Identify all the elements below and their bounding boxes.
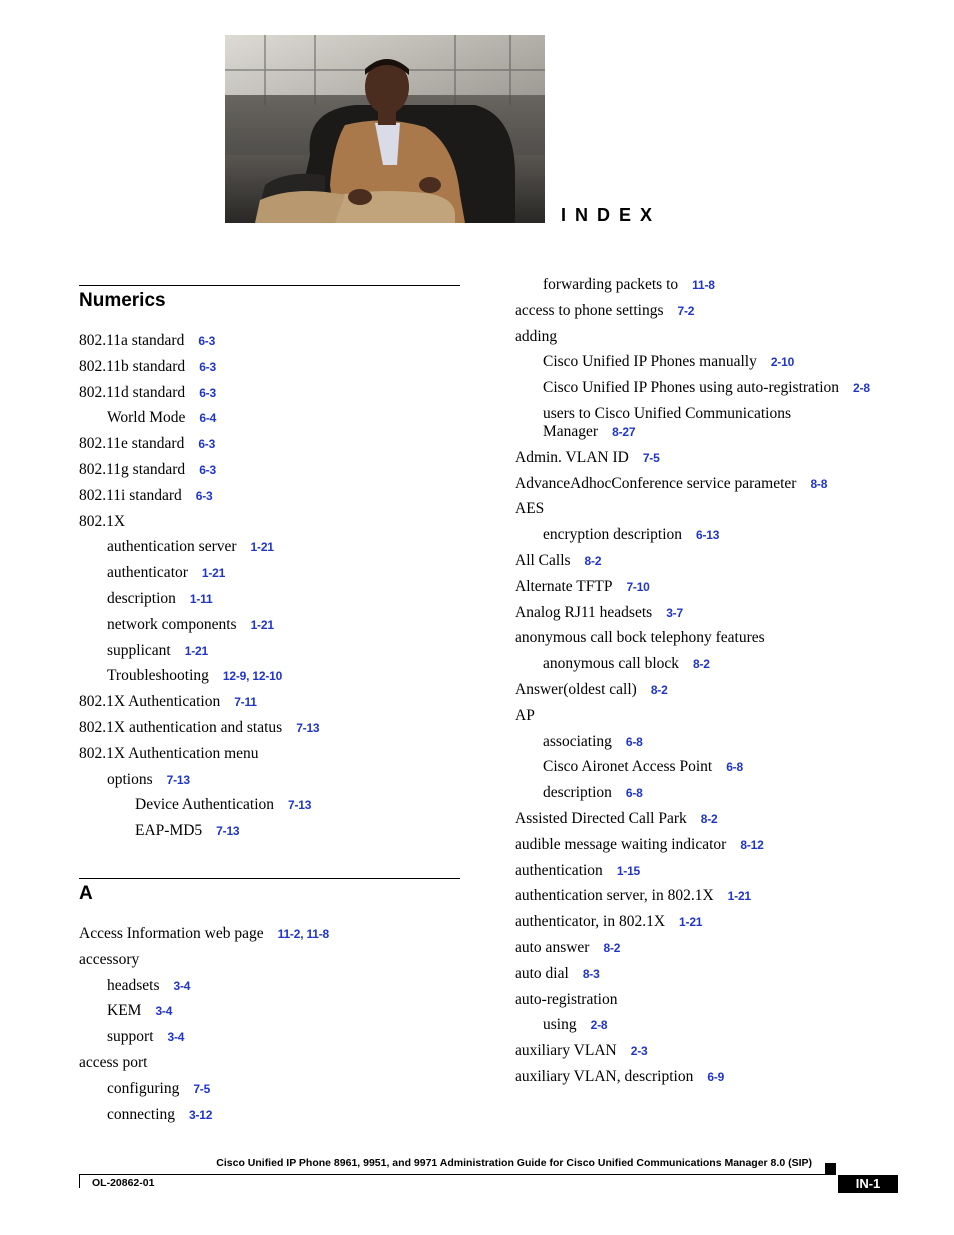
index-entry: [515, 379, 915, 397]
index-entry-term: auxiliary VLAN, description: [515, 1067, 694, 1085]
page-reference-link[interactable]: 1-21: [250, 540, 274, 555]
index-title: INDEX: [561, 205, 662, 225]
page-reference-link[interactable]: 6-13: [696, 528, 720, 543]
index-entry-term: description: [107, 589, 176, 607]
index-entry: [515, 302, 915, 320]
index-entry-term: AES: [515, 500, 545, 518]
page-reference-link[interactable]: 7-13: [296, 720, 320, 735]
page-reference-link[interactable]: 6-3: [199, 462, 216, 477]
index-entry-term: Answer(oldest call): [515, 680, 637, 698]
index-entry: [515, 991, 915, 1009]
index-entry-term: configuring: [107, 1079, 180, 1097]
page-reference-link[interactable]: 6-3: [195, 488, 213, 503]
index-entry: [79, 332, 461, 350]
index-entry-term: associating: [543, 732, 612, 750]
index-entry-term: anonymous call bock telephony features: [515, 629, 765, 647]
page-reference-link[interactable]: 3-4: [167, 1030, 185, 1045]
page-reference-link[interactable]: 6-8: [625, 786, 643, 801]
index-entry-term-continued: Manager: [543, 422, 599, 440]
page-reference-link[interactable]: 6-3: [198, 437, 216, 452]
index-entry-term: support: [107, 1028, 154, 1046]
index-entry-term: encryption description: [543, 526, 683, 544]
index-entry: [79, 745, 461, 763]
index-entry: [515, 913, 915, 931]
index-entry: [515, 276, 915, 294]
page-reference-link[interactable]: 1-21: [184, 643, 208, 658]
index-entry: [79, 1002, 461, 1020]
index-entry: [515, 733, 915, 751]
index-entry: [79, 487, 461, 505]
index-entry-term: 802.1X Authentication menu: [79, 744, 259, 762]
footer-guide-title: Cisco Unified IP Phone 8961, 9951, and 9971 Administration Guide for Cisco Unified Communications Manager 8.0 (SIP): [216, 1157, 812, 1169]
page-reference-link[interactable]: 8-2: [700, 811, 718, 826]
page-reference-link[interactable]: 6-8: [726, 760, 743, 775]
heading-spacer: [79, 907, 461, 925]
index-right-column: [515, 276, 915, 1094]
index-entry: [79, 435, 461, 453]
index-entry-term: connecting: [107, 1105, 176, 1123]
index-entry: [515, 526, 915, 544]
index-entry: [515, 328, 915, 346]
page-reference-link[interactable]: 6-8: [625, 734, 643, 749]
index-entry: [79, 1080, 461, 1098]
header-photo: [225, 35, 545, 223]
page-reference-link[interactable]: 7-11: [234, 695, 257, 710]
index-entry-term: 802.11i standard: [79, 486, 182, 504]
page-reference-link[interactable]: 3-4: [155, 1004, 173, 1019]
page-reference-link[interactable]: 1-21: [201, 566, 226, 581]
page-reference-link[interactable]: 1-15: [616, 863, 641, 878]
page-reference-link[interactable]: 8-2: [603, 940, 621, 955]
page-reference-link[interactable]: 3-4: [173, 978, 191, 993]
index-entry-term: auto answer: [515, 938, 590, 956]
page-reference-link[interactable]: 8-8: [810, 476, 828, 491]
section-heading: Numerics: [79, 290, 166, 311]
page-reference-link[interactable]: 6-3: [199, 359, 216, 374]
page-reference-link[interactable]: 3-7: [666, 605, 683, 620]
page-reference-link[interactable]: 7-5: [642, 450, 660, 465]
index-entry-term: AdvanceAdhocConference service parameter: [515, 474, 797, 492]
index-entry: [79, 461, 461, 479]
footer-doc-number: OL-20862-01: [92, 1177, 155, 1189]
page-reference-link[interactable]: 11-8: [692, 278, 715, 292]
index-entry: [79, 513, 461, 531]
index-entry: [79, 977, 461, 995]
index-entry: [515, 405, 915, 441]
page-reference-link[interactable]: 6-3: [199, 385, 216, 400]
index-entry-term: access port: [79, 1053, 148, 1071]
page-reference-link[interactable]: 7-13: [216, 824, 240, 839]
footer-page-number: IN-1: [838, 1175, 898, 1193]
index-entry-term: adding: [515, 327, 558, 345]
index-entry: [515, 887, 915, 905]
index-entry: [515, 604, 915, 622]
index-entry: [79, 564, 461, 582]
index-entry-term: 802.11d standard: [79, 383, 186, 401]
page-reference-link[interactable]: 8-2: [584, 553, 602, 568]
index-entry: [79, 925, 461, 943]
index-entry: [79, 358, 461, 376]
index-entry-term: accessory: [79, 950, 140, 968]
index-entry: [515, 965, 915, 983]
page-reference-link[interactable]: 1-21: [250, 617, 274, 632]
index-entry-term: Analog RJ11 headsets: [515, 603, 653, 621]
index-entry-term: authentication server: [107, 538, 237, 556]
index-entry-term: Troubleshooting: [107, 667, 209, 685]
index-entry: [79, 1106, 461, 1124]
index-entry-term: Cisco Unified IP Phones manually: [543, 353, 757, 371]
index-entry: [515, 449, 915, 467]
index-entry-term: using: [543, 1016, 577, 1034]
section-gap: [79, 848, 461, 878]
index-entry: [515, 475, 915, 493]
index-entry-term: description: [543, 784, 612, 802]
index-entry-term: forwarding packets to: [543, 276, 679, 293]
index-entry: [515, 681, 915, 699]
index-entry: [79, 719, 461, 737]
index-entry-term: options: [107, 770, 153, 788]
index-entry: [79, 1054, 461, 1072]
page-reference-link[interactable]: 7-10: [626, 579, 650, 594]
page-reference-link[interactable]: 7-2: [677, 303, 695, 318]
index-entry-term: 802.11b standard: [79, 357, 186, 375]
page-reference-link[interactable]: 7-13: [166, 772, 190, 787]
heading-spacer: [79, 314, 461, 332]
index-entry-term: Cisco Unified IP Phones using auto-registration: [543, 379, 840, 397]
index-entry-term: All Calls: [515, 551, 571, 569]
index-entry-term: supplicant: [107, 641, 171, 659]
page-reference-link[interactable]: 1-21: [727, 889, 751, 904]
page-reference-link[interactable]: 6-4: [199, 411, 217, 426]
footer-rule: [79, 1174, 836, 1175]
index-left-column: [79, 285, 461, 1131]
index-entry: [79, 409, 461, 427]
man-in-chair-illustration: [225, 35, 545, 223]
index-entry-term: Assisted Directed Call Park: [515, 809, 687, 827]
section-heading: A: [79, 882, 93, 904]
page-reference-link[interactable]: 6-3: [198, 334, 216, 348]
index-entry-term: authentication server, in 802.1X: [515, 887, 714, 905]
page-reference-link[interactable]: 2-3: [630, 1044, 648, 1059]
index-entry: [515, 939, 915, 957]
index-entry: [515, 1016, 915, 1034]
index-entry-term: audible message waiting indicator: [515, 835, 727, 853]
index-entry: [79, 616, 461, 634]
index-entry: [79, 951, 461, 969]
page-reference-link[interactable]: 11-2, 11-8: [277, 926, 330, 941]
index-entry-term: Alternate TFTP: [515, 577, 613, 595]
index-entry-term: authentication: [515, 861, 603, 879]
index-entry: [79, 693, 461, 711]
index-entry: [515, 629, 915, 647]
index-entry: [515, 862, 915, 880]
page-reference-link[interactable]: 1-11: [189, 591, 213, 606]
page-reference-link[interactable]: 8-3: [582, 966, 600, 981]
index-entry-term: EAP-MD5: [135, 822, 203, 840]
page-reference-link[interactable]: 6-9: [707, 1069, 725, 1084]
index-entry: [79, 642, 461, 660]
page-reference-link[interactable]: 3-12: [189, 1107, 213, 1122]
index-entry: [515, 500, 915, 518]
index-entry-term: headsets: [107, 976, 160, 994]
index-entry: [515, 1042, 915, 1060]
index-entry: [515, 578, 915, 596]
index-entry-term: 802.11a standard: [79, 332, 185, 349]
page-reference-link[interactable]: 2-8: [590, 1018, 608, 1033]
index-entry-term: 802.1X authentication and status: [79, 718, 283, 736]
section-rule: [79, 285, 460, 286]
index-entry-term: authenticator, in 802.1X: [515, 913, 666, 931]
index-entry-term: Admin. VLAN ID: [515, 448, 629, 466]
index-entry-term: users to Cisco Unified Communications: [543, 404, 791, 422]
index-entry: [79, 538, 461, 556]
page-reference-link[interactable]: 2-8: [853, 381, 870, 396]
index-entry-term: 802.11g standard: [79, 460, 186, 478]
index-entry: [515, 353, 915, 371]
index-entry-term: 802.1X: [79, 512, 126, 530]
page-reference-link[interactable]: 7-5: [193, 1081, 211, 1096]
index-entry: [515, 655, 915, 673]
page-reference-link[interactable]: 2-10: [770, 355, 795, 370]
section-rule: [79, 878, 460, 879]
index-entry: [79, 590, 461, 608]
page-reference-link[interactable]: 8-27: [612, 424, 636, 439]
index-entry: [79, 667, 461, 685]
index-entry: [515, 836, 915, 854]
index-entry-term: 802.11e standard: [79, 435, 185, 453]
index-entry: [515, 707, 915, 725]
index-entry-term: access to phone settings: [515, 301, 664, 319]
footer-marker: [825, 1163, 836, 1174]
footer-tick: [79, 1174, 80, 1188]
index-entry-term: 802.1X Authentication: [79, 693, 221, 711]
index-entry-term: authenticator: [107, 564, 188, 582]
index-entry-term: Cisco Aironet Access Point: [543, 758, 713, 776]
index-entry-term: Access Information web page: [79, 924, 264, 942]
index-entry-term: anonymous call block: [543, 655, 680, 673]
index-entry: [515, 810, 915, 828]
index-entry: [79, 1028, 461, 1046]
page-reference-link[interactable]: 8-2: [650, 682, 668, 697]
page-reference-link[interactable]: 12-9, 12-10: [222, 669, 283, 684]
index-entry: [515, 1068, 915, 1086]
page-reference-link[interactable]: 8-2: [693, 657, 710, 672]
index-entry: [515, 758, 915, 776]
index-entry-term: KEM: [107, 1002, 142, 1020]
index-entry: [515, 552, 915, 570]
index-entry: [79, 822, 461, 840]
index-entry-term: Device Authentication: [135, 796, 275, 814]
index-entry-term: auto-registration: [515, 990, 618, 1008]
index-entry-term: auto dial: [515, 964, 569, 982]
index-entry-term: network components: [107, 615, 237, 633]
index-entry: [79, 771, 461, 789]
index-entry: [515, 784, 915, 802]
index-entry-term: auxiliary VLAN: [515, 1042, 617, 1060]
index-entry: [79, 384, 461, 402]
page-reference-link[interactable]: 7-13: [288, 798, 312, 813]
index-entry-term: World Mode: [107, 409, 186, 427]
page-reference-link[interactable]: 1-21: [679, 915, 703, 930]
page-reference-link[interactable]: 8-12: [740, 837, 764, 852]
index-entry-term: AP: [515, 706, 535, 724]
index-entry: [79, 796, 461, 814]
